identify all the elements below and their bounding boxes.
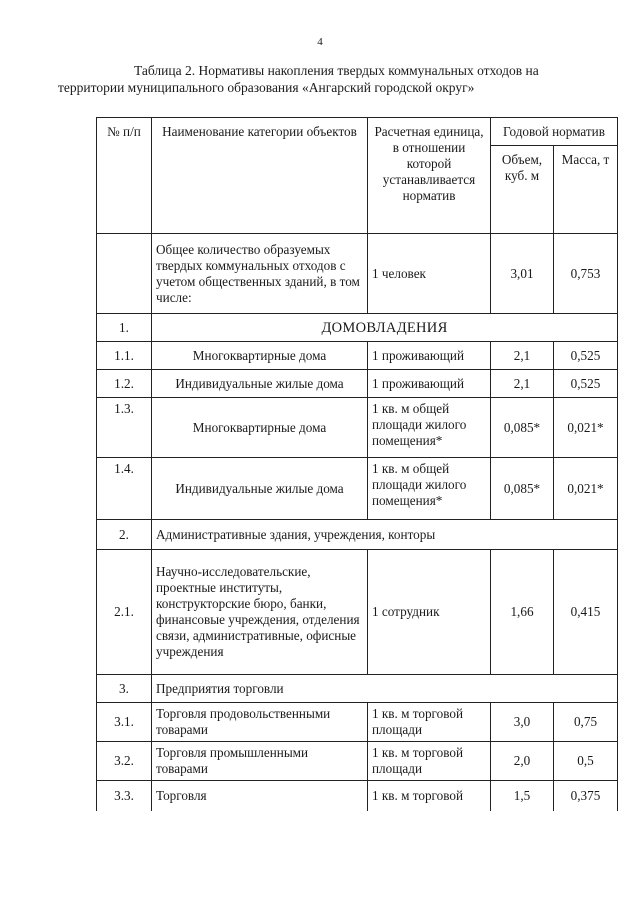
section-row [97,675,618,703]
row-category: Многоквартирные дома [152,342,368,370]
header-category: Наименование категории объектов [152,118,368,234]
table-caption [58,62,616,96]
total-mass: 0,753 [554,234,618,314]
row-mass: 0,75 [554,703,618,742]
header-num: № п/п [97,118,152,234]
row-num: 1.3. [97,398,152,458]
table-row [97,781,618,811]
row-unit: 1 кв. м общей площади жилого помещения* [368,398,491,458]
section-row [97,314,618,342]
caption-line-2: территории муниципального образования «Ангарский городской округ» [58,80,475,95]
section-title: Административные здания, учреждения, конторы [152,520,618,550]
header-mass: Масса, т [554,146,618,234]
row-unit: 1 сотрудник [368,550,491,675]
row-mass: 0,415 [554,550,618,675]
row-num: 3.2. [97,742,152,781]
row-volume: 1,5 [491,781,554,811]
row-num: 2.1. [97,550,152,675]
row-unit: 1 проживающий [368,370,491,398]
row-volume: 2,1 [491,370,554,398]
row-num: 3.3. [97,781,152,811]
row-unit: 1 кв. м торговой [368,781,491,811]
table-row [97,742,618,781]
table-row [97,370,618,398]
row-volume: 0,085* [491,458,554,520]
row-num: 3. [97,675,152,703]
row-unit: 1 проживающий [368,342,491,370]
row-volume: 2,1 [491,342,554,370]
caption-line-1: Таблица 2. Нормативы накопления твердых коммунальных отходов на [134,63,539,78]
row-num: 1.2. [97,370,152,398]
row-volume: 1,66 [491,550,554,675]
total-row [97,234,618,314]
row-volume: 0,085* [491,398,554,458]
row-mass: 0,375 [554,781,618,811]
row-mass: 0,525 [554,370,618,398]
total-category: Общее количество образуемых твердых коммунальных отходов с учетом общественных зданий, в том числе: [152,234,368,314]
total-unit: 1 человек [368,234,491,314]
table-row [97,458,618,520]
row-category: Многоквартирные дома [152,398,368,458]
row-category: Индивидуальные жилые дома [152,458,368,520]
row-category: Торговля продовольственными товарами [152,703,368,742]
header-unit: Расчетная единица, в отношении которой устанавливается норматив [368,118,491,234]
row-mass: 0,021* [554,458,618,520]
header-volume: Объем, куб. м [491,146,554,234]
total-volume: 3,01 [491,234,554,314]
section-title: Предприятия торговли [152,675,618,703]
section-title: ДОМОВЛАДЕНИЯ [152,314,618,342]
row-num: 1. [97,314,152,342]
table-row [97,703,618,742]
row-mass: 0,5 [554,742,618,781]
row-num: 1.4. [97,458,152,520]
row-category: Торговля [152,781,368,811]
row-category: Торговля промышленными товарами [152,742,368,781]
row-unit: 1 кв. м торговой площади [368,703,491,742]
norms-table [96,117,618,811]
row-num: 3.1. [97,703,152,742]
row-volume: 2,0 [491,742,554,781]
row-mass: 0,021* [554,398,618,458]
row-num: 1.1. [97,342,152,370]
table-row [97,342,618,370]
row-category: Индивидуальные жилые дома [152,370,368,398]
row-mass: 0,525 [554,342,618,370]
total-num [97,234,152,314]
row-category: Научно-исследовательские, проектные институты, конструкторские бюро, банки, финансовые учреждения, отделения связи, административные, офисные учреждения [152,550,368,675]
table-row [97,550,618,675]
row-unit: 1 кв. м общей площади жилого помещения* [368,458,491,520]
page-number: 4 [317,36,323,48]
header-annual: Годовой норматив [491,118,618,146]
table-row [97,398,618,458]
row-num: 2. [97,520,152,550]
header-row [97,118,618,146]
row-unit: 1 кв. м торговой площади [368,742,491,781]
row-volume: 3,0 [491,703,554,742]
section-row [97,520,618,550]
